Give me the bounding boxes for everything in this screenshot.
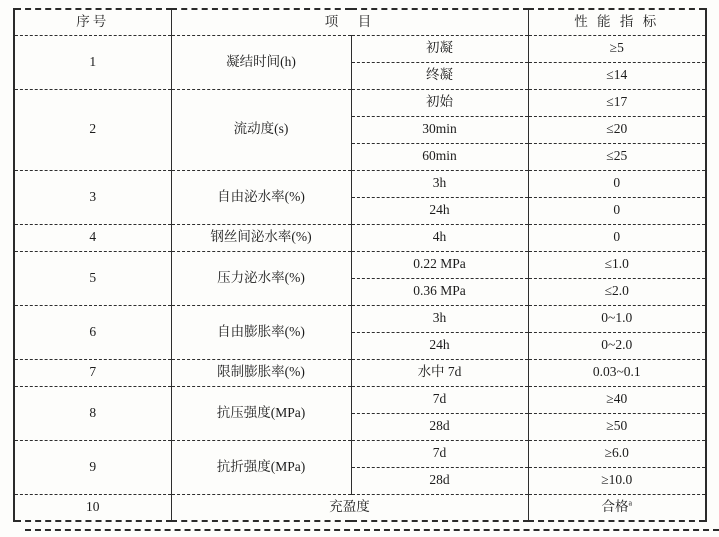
header-cell-serial: 序号 [14, 9, 171, 35]
serial-cell: 8 [14, 386, 171, 440]
table-row [14, 224, 706, 251]
condition-cell: 28d [351, 467, 528, 494]
value-cell: ≥50 [528, 413, 706, 440]
condition-cell: 水中 7d [351, 359, 528, 386]
condition-cell: 3h [351, 305, 528, 332]
condition-cell: 初始 [351, 89, 528, 116]
table-row [14, 251, 706, 278]
condition-cell: 28d [351, 413, 528, 440]
header-cell-item: 项 目 [171, 9, 528, 35]
value-cell: ≥10.0 [528, 467, 706, 494]
value-cell: ≥5 [528, 35, 706, 62]
value-cell: 0 [528, 197, 706, 224]
serial-cell: 2 [14, 89, 171, 170]
value-cell: 0~1.0 [528, 305, 706, 332]
table-row [14, 494, 706, 521]
serial-cell: 7 [14, 359, 171, 386]
serial-cell: 4 [14, 224, 171, 251]
serial-cell: 3 [14, 170, 171, 224]
item-cell: 限制膨胀率(%) [171, 359, 351, 386]
value-cell: 0 [528, 224, 706, 251]
value-cell: 0~2.0 [528, 332, 706, 359]
table-row [14, 386, 706, 413]
condition-cell: 24h [351, 332, 528, 359]
spec-table [13, 8, 707, 522]
footnote-marker: a [628, 498, 633, 508]
value-cell: ≤20 [528, 116, 706, 143]
condition-cell: 7d [351, 440, 528, 467]
value-cell: 0.03~0.1 [528, 359, 706, 386]
table-row [14, 170, 706, 197]
condition-cell: 24h [351, 197, 528, 224]
table-bottom-rule [25, 529, 719, 531]
table-row [14, 359, 706, 386]
item-cell: 抗压强度(MPa) [171, 386, 351, 440]
value-cell: ≥6.0 [528, 440, 706, 467]
serial-cell: 10 [14, 494, 171, 521]
value-cell: ≤1.0 [528, 251, 706, 278]
value-cell: ≤25 [528, 143, 706, 170]
value-cell: ≥40 [528, 386, 706, 413]
item-cell: 流动度(s) [171, 89, 351, 170]
value-cell [528, 494, 706, 521]
table-row [14, 35, 706, 62]
value-text: 合格 [601, 498, 629, 514]
value-cell: 0 [528, 170, 706, 197]
value-cell: ≤17 [528, 89, 706, 116]
serial-cell: 5 [14, 251, 171, 305]
condition-cell: 0.22 MPa [351, 251, 528, 278]
condition-cell: 4h [351, 224, 528, 251]
condition-cell: 初凝 [351, 35, 528, 62]
condition-cell: 30min [351, 116, 528, 143]
value-cell: ≤14 [528, 62, 706, 89]
table-row [14, 89, 706, 116]
condition-cell: 终凝 [351, 62, 528, 89]
item-cell: 自由泌水率(%) [171, 170, 351, 224]
condition-cell: 0.36 MPa [351, 278, 528, 305]
table-row [14, 440, 706, 467]
serial-cell: 9 [14, 440, 171, 494]
condition-cell: 60min [351, 143, 528, 170]
value-cell: ≤2.0 [528, 278, 706, 305]
item-cell: 充盈度 [171, 494, 528, 521]
condition-cell: 7d [351, 386, 528, 413]
table-row [14, 305, 706, 332]
table-header-row [14, 9, 706, 35]
item-cell: 压力泌水率(%) [171, 251, 351, 305]
header-cell-index: 性 能 指 标 [528, 9, 706, 35]
item-cell: 凝结时间(h) [171, 35, 351, 89]
condition-cell: 3h [351, 170, 528, 197]
serial-cell: 1 [14, 35, 171, 89]
item-cell: 抗折强度(MPa) [171, 440, 351, 494]
item-cell: 自由膨胀率(%) [171, 305, 351, 359]
item-cell: 钢丝间泌水率(%) [171, 224, 351, 251]
serial-cell: 6 [14, 305, 171, 359]
